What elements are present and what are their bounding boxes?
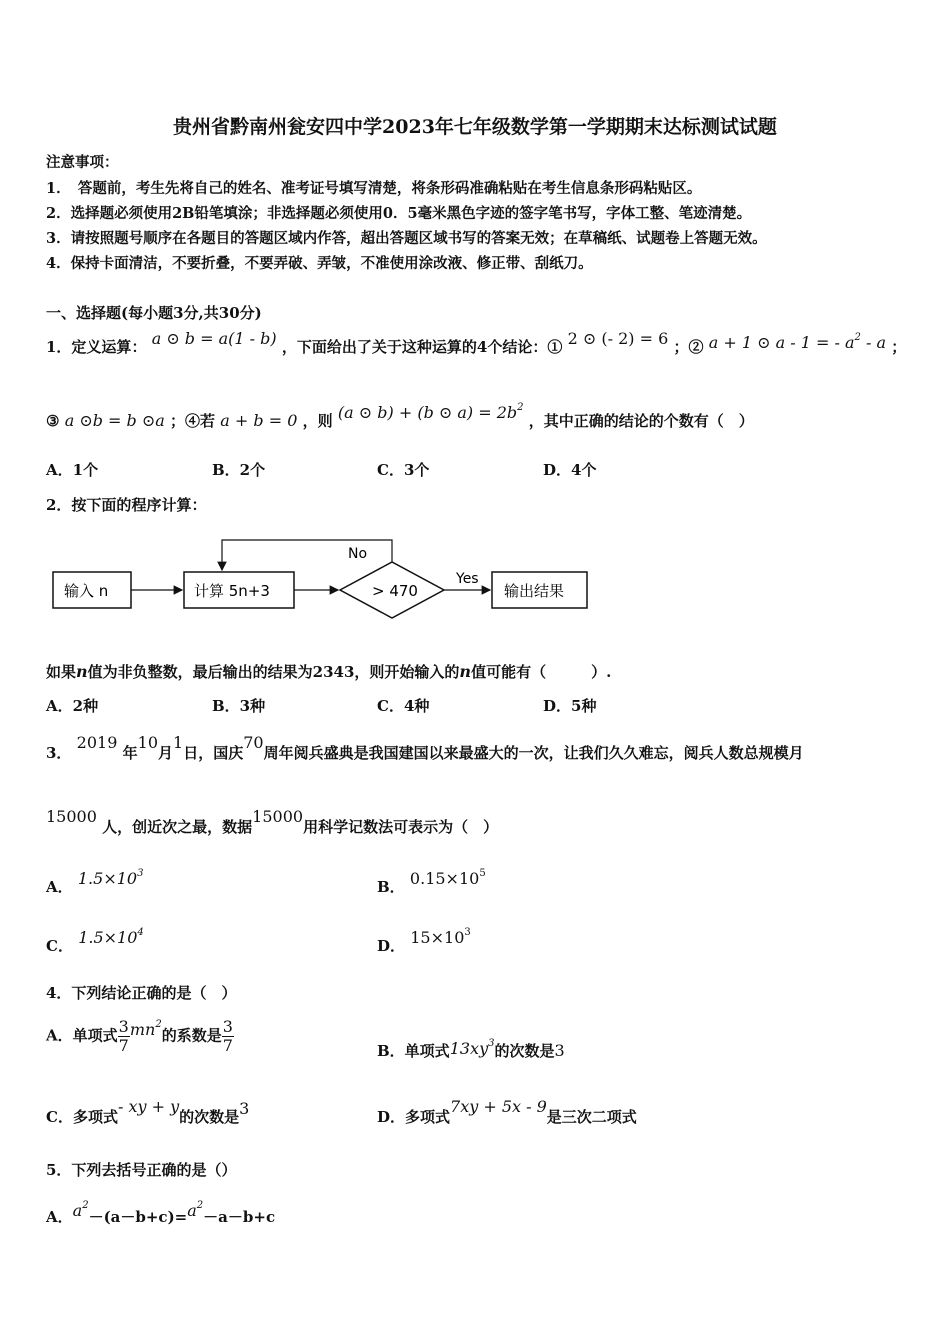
- q3-year: 2019: [76, 733, 118, 752]
- q2-text-c: 值可能有（ ）.: [471, 663, 612, 681]
- q2-option-d[interactable]: D．5种: [543, 697, 597, 715]
- q1-c3-mark: ③: [46, 412, 60, 430]
- q5-exponent: 2: [82, 1200, 89, 1211]
- q1-c4-mark: ；④若: [170, 412, 216, 430]
- q5-var: a: [72, 1201, 83, 1220]
- q2-lead: 2．按下面的程序计算：: [46, 496, 207, 514]
- notice-item: 1． 答题前，考生先将自己的姓名、准考证号填写清楚，将条形码准确粘贴在考生信息条形码粘贴区。: [46, 180, 702, 197]
- q3-text: 周年阅兵盛典是我国建国以来最盛大的一次，让我们久久难忘，阅兵人数总规模月: [263, 744, 804, 762]
- q3-expr-base: 1.5×10: [77, 869, 138, 888]
- q2-option-b[interactable]: B．3种: [212, 697, 266, 715]
- q1-c4-base: (a ⊙ b) + (b ⊙ a) = 2b: [337, 403, 518, 422]
- q1-lead: 1．定义运算：: [46, 338, 147, 356]
- q3-option-expr: [410, 869, 486, 888]
- q4-option-a[interactable]: [46, 1018, 234, 1055]
- q3-expr-base: 15×10: [410, 928, 465, 947]
- q4-value: 3: [239, 1099, 250, 1118]
- fraction-denominator: 7: [222, 1036, 233, 1055]
- q3-option-expr: [410, 928, 471, 947]
- q1-end: ；: [891, 338, 907, 356]
- q3-number: 15000: [46, 807, 97, 826]
- q5-var: a: [187, 1201, 197, 1220]
- q3-anniversary: 70: [243, 733, 264, 752]
- q4-option-c[interactable]: [46, 1097, 250, 1127]
- q3-text: 日，国庆: [183, 744, 244, 762]
- q4-exponent: 3: [488, 1038, 495, 1049]
- q3-option-c[interactable]: [46, 927, 144, 955]
- q3-text: 年: [122, 744, 138, 762]
- notice-heading: 注意事项：: [46, 154, 119, 171]
- q4-fraction: [118, 1018, 130, 1055]
- q4-exponent: 2: [155, 1018, 162, 1030]
- q2-text: [46, 661, 611, 682]
- q2-var-n: n: [76, 662, 88, 681]
- q3-text: 用科学记数法可表示为（ ）: [303, 818, 499, 836]
- q5-lead: 5．下列去括号正确的是（）: [46, 1161, 237, 1179]
- q3-number: 15000: [252, 807, 304, 826]
- notice-item: 2．选择题必须使用2B铅笔填涂；非选择题必须使用0．5毫米黑色字迹的签字笔书写，字体工整、笔迹清楚。: [46, 205, 752, 222]
- q4-text: 是三次二项式: [546, 1108, 637, 1126]
- q5-option-a[interactable]: [46, 1200, 276, 1226]
- q3-day: 1: [173, 733, 184, 752]
- q4-option-label: A．单项式: [46, 1026, 118, 1045]
- page-title: 贵州省黔南州瓮安四中学2023年七年级数学第一学期期末达标测试试题: [173, 116, 777, 138]
- q2-text-a: 如果: [46, 663, 77, 681]
- q1-c2-base: a + 1 ⊙ a - 1 = - a: [708, 333, 855, 352]
- q1-option-d[interactable]: D．4个: [543, 461, 597, 479]
- q4-fraction: [222, 1018, 234, 1055]
- q1-mid: ，下面给出了关于这种运算的4个结论：①: [281, 338, 563, 356]
- fraction-numerator: 3: [118, 1017, 129, 1036]
- q4-expr-base: 13xy: [449, 1039, 489, 1058]
- notice-item: 4．保持卡面清洁，不要折叠，不要弄破、弄皱，不准使用涂改液、修正带、刮纸刀。: [46, 255, 593, 272]
- q1-tail: ，其中正确的结论的个数有（ ）: [528, 412, 754, 430]
- q2-var-n: n: [459, 662, 472, 681]
- question-3-line1: [46, 733, 804, 763]
- q2-option-c[interactable]: C．4种: [377, 697, 430, 715]
- q3-option-label: C．: [46, 937, 73, 955]
- q3-option-d[interactable]: [377, 927, 471, 955]
- q5-text: －(a－b+c)=: [88, 1208, 188, 1226]
- q4-option-b[interactable]: [377, 1040, 565, 1061]
- q3-expr-base: 0.15×10: [409, 869, 480, 888]
- q3-expr-exponent: 3: [464, 927, 471, 938]
- q4-option-label: C．多项式: [46, 1108, 118, 1126]
- flow-output-text: 输出结果: [504, 582, 565, 600]
- q4-expr: [450, 1039, 495, 1058]
- q4-option-d[interactable]: [377, 1097, 637, 1127]
- q1-sep: ；②: [673, 338, 704, 356]
- q1-c2-exponent: 2: [854, 332, 861, 343]
- program-flowchart: [40, 528, 600, 628]
- q3-option-label: D．: [377, 937, 406, 955]
- q3-option-expr: [78, 928, 144, 947]
- q1-option-a[interactable]: A．1个: [46, 461, 99, 479]
- q5-text: －a－b+c: [203, 1208, 276, 1226]
- q4-lead: 4．下列结论正确的是（ ）: [46, 984, 237, 1002]
- q1-option-b[interactable]: B．2个: [212, 461, 266, 479]
- q4-option-label: D．多项式: [377, 1108, 451, 1126]
- q1-c2-tail: - a: [860, 333, 887, 352]
- q4-option-label: B．单项式: [377, 1042, 450, 1060]
- flow-yes-label: Yes: [456, 571, 479, 587]
- question-1-line2: [46, 402, 754, 431]
- q2-option-a[interactable]: A．2种: [46, 697, 99, 715]
- fraction-numerator: 3: [222, 1017, 233, 1036]
- q3-num: 3．: [46, 744, 72, 762]
- q3-option-expr: [78, 869, 144, 888]
- question-3-line2: [46, 807, 499, 837]
- q3-text: 人，创近次之最，数据: [102, 818, 253, 836]
- question-1-line1: [46, 329, 907, 357]
- q4-var: mn: [129, 1019, 156, 1039]
- notice-item: 3．请按照题号顺序在各题目的答题区域内作答，超出答题区域书写的答案无效；在草稿纸、试题卷上答题无效。: [46, 230, 767, 247]
- flow-no-label: No: [348, 546, 368, 562]
- q4-text: 的次数是: [179, 1108, 240, 1126]
- q3-option-a[interactable]: [46, 868, 144, 896]
- q3-option-label: B．: [377, 878, 405, 896]
- q3-expr-base: 1.5×10: [78, 928, 138, 947]
- q1-conclusion-4: [338, 403, 524, 422]
- q4-text: 的次数是: [494, 1042, 555, 1060]
- q5-exponent: 2: [196, 1200, 204, 1211]
- q4-value: 3: [554, 1041, 565, 1060]
- q3-expr-exponent: 3: [137, 868, 144, 879]
- q1-c4-condition: a + b = 0: [220, 411, 298, 430]
- q1-conclusion-1: 2 ⊙ (- 2) = 6: [567, 329, 669, 348]
- q1-c4-then: ，则: [302, 412, 333, 430]
- fraction-denominator: 7: [118, 1036, 129, 1055]
- q1-option-c[interactable]: C．3个: [377, 461, 430, 479]
- q3-expr-exponent: 4: [137, 927, 144, 938]
- section-heading: 一、选择题(每小题3分,共30分): [46, 304, 262, 322]
- q1-c4-exponent: 2: [517, 402, 524, 413]
- flow-input-text: 输入 n: [64, 582, 109, 600]
- q5-option-label: A．: [46, 1208, 73, 1226]
- q4-expr: - xy + y: [117, 1097, 180, 1116]
- q3-text: 月: [158, 744, 174, 762]
- q1-conclusion-3: a ⊙b = b ⊙a: [64, 411, 165, 430]
- q4-expr: 7xy + 5x - 9: [450, 1097, 547, 1116]
- q3-option-b[interactable]: [377, 868, 486, 896]
- q5-term: [73, 1201, 89, 1220]
- flow-compute-text: 计算 5n+3: [194, 582, 270, 600]
- q4-monomial-var: [130, 1020, 162, 1039]
- q3-month: 10: [137, 733, 158, 752]
- flow-condition-text: > 470: [372, 582, 418, 600]
- q3-option-label: A．: [46, 878, 73, 896]
- q5-term: [187, 1201, 203, 1220]
- q1-conclusion-2: [709, 333, 886, 352]
- q4-text: 的系数是: [161, 1026, 222, 1045]
- q2-text-b: 值为非负整数，最后输出的结果为2343，则开始输入的: [87, 663, 460, 681]
- q3-expr-exponent: 5: [479, 868, 486, 879]
- q1-definition: a ⊙ b = a(1 - b): [151, 329, 277, 348]
